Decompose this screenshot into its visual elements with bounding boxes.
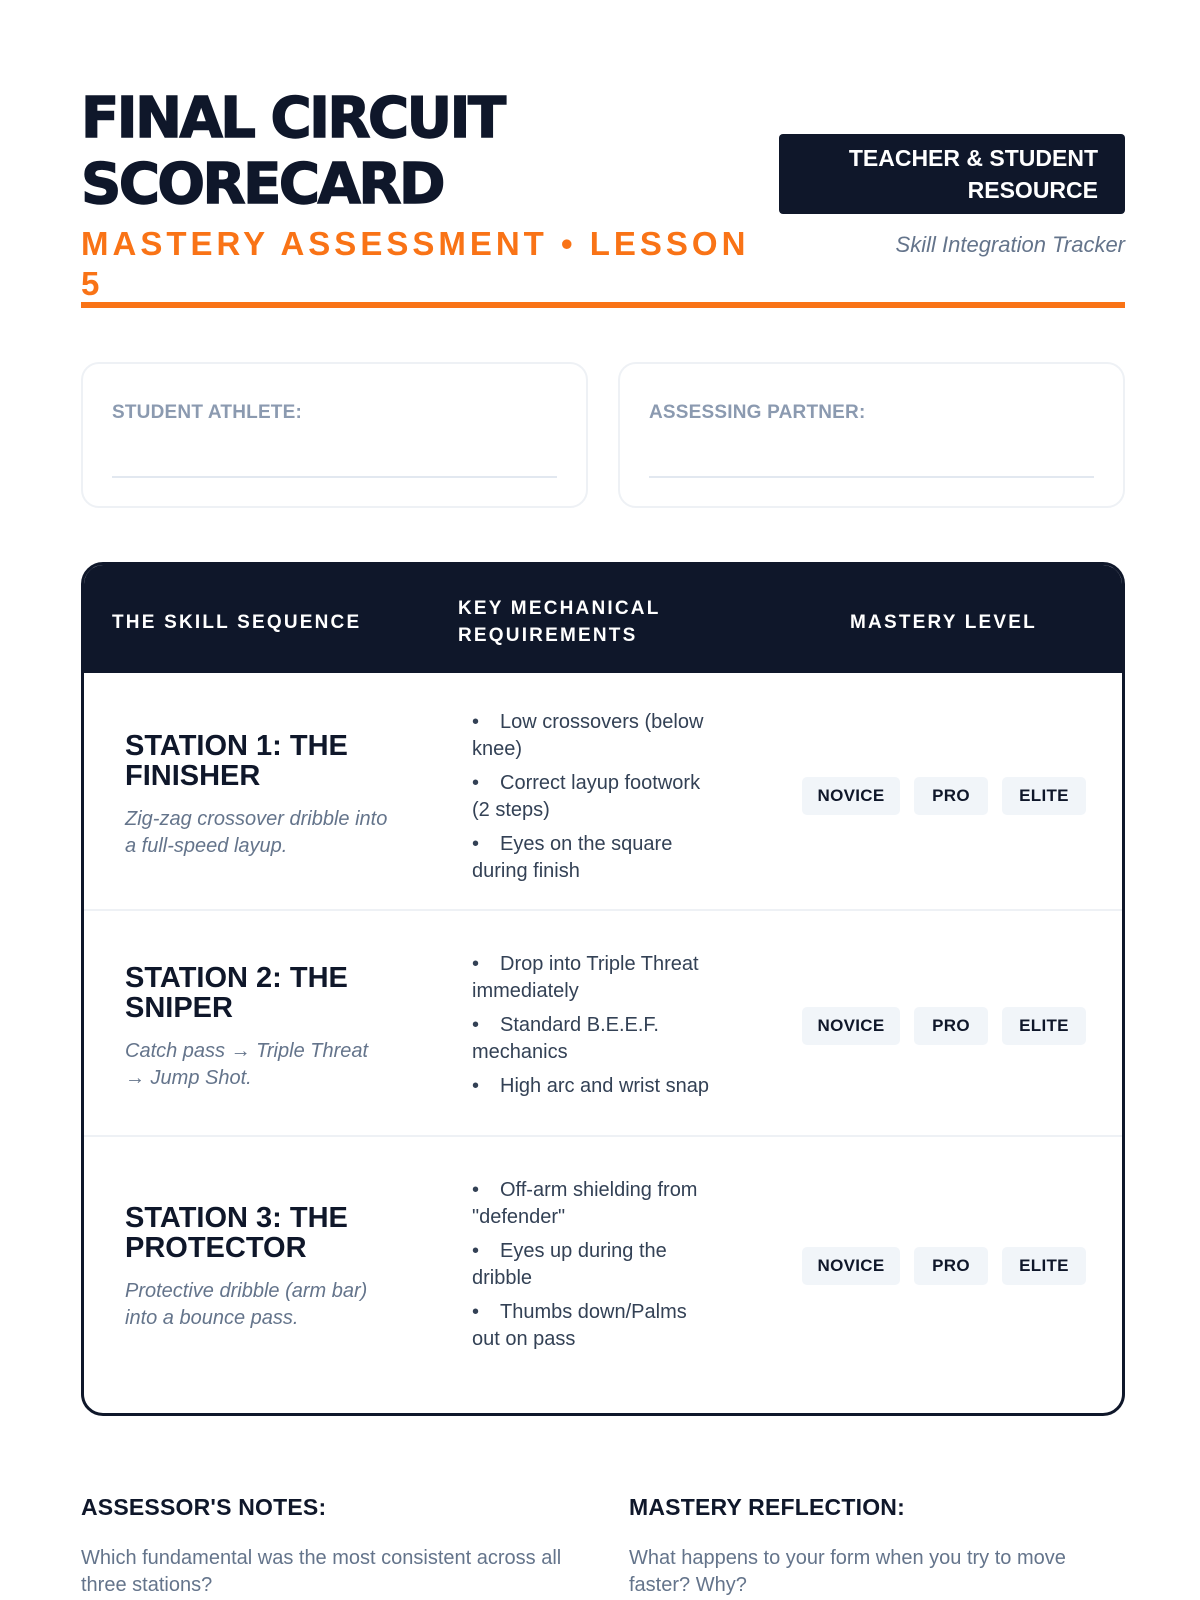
station-title-line-1: STATION 1: THE [125,730,348,762]
page-subtitle: MASTERY ASSESSMENT • LESSON 5 [81,225,750,302]
table-header [84,565,1122,673]
mastery-reflection-question [629,1545,1129,1599]
pro-option[interactable]: PRO [914,1007,988,1045]
elite-option[interactable]: ELITE [1002,1247,1086,1285]
table-row-station-1 [84,673,1122,911]
header-mastery-level: MASTERY LEVEL [850,612,1037,633]
assessor-notes-section [81,1494,581,1599]
student-athlete-write-line[interactable] [112,476,557,478]
assessing-partner-label: ASSESSING PARTNER: [649,402,866,423]
title-line-1: FINAL CIRCUIT [81,86,504,151]
mastery-level-options [802,1247,1086,1285]
page-title [81,86,781,218]
requirement-item: • Low crossovers (below knee) [472,709,722,763]
requirements-list [472,1177,722,1360]
badge-line-1: TEACHER & STUDENT [848,145,1098,171]
assessing-partner-box [618,362,1125,508]
station-title-line-1: STATION 3: THE [125,1202,348,1234]
station-description-line-1: Zig-zag crossover dribble into [125,808,388,830]
requirements-list [472,709,722,892]
mastery-level-options [802,777,1086,815]
title-block [81,86,781,304]
station-description-line-1: Catch pass → Triple Threat [125,1040,369,1062]
student-athlete-box [81,362,588,508]
station-description [125,1278,415,1332]
student-athlete-label: STUDENT ATHLETE: [112,402,303,423]
resource-badge [779,134,1125,214]
reflection-question-line-2: faster? Why? [629,1574,747,1596]
requirement-item: • Off-arm shielding from "defender" [472,1177,722,1231]
station-title-line-1: STATION 2: THE [125,962,348,994]
pro-option[interactable]: PRO [914,1247,988,1285]
elite-option[interactable]: ELITE [1002,1007,1086,1045]
reflection-question-line-1: What happens to your form when you try to move [629,1547,1066,1569]
pro-option[interactable]: PRO [914,777,988,815]
header-requirements-line-1: KEY MECHANICAL [458,598,661,619]
mastery-reflection-section [629,1494,1129,1599]
mastery-reflection-heading: MASTERY REFLECTION: [629,1494,905,1520]
assessor-question-line-2: three stations? [81,1574,213,1596]
requirement-item: • Eyes up during the dribble [472,1238,722,1292]
scorecard-page [81,0,1125,1600]
badge-line-2: RESOURCE [967,177,1098,203]
assessing-partner-write-line[interactable] [649,476,1094,478]
station-description [125,806,415,860]
station-description [125,1038,415,1092]
header-requirements-line-2: REQUIREMENTS [458,625,638,646]
station-description-line-2: into a bounce pass. [125,1307,299,1329]
skill-table [81,562,1125,1416]
requirement-item: • Eyes on the square during finish [472,831,722,885]
header-divider [81,302,1125,308]
header [81,86,1125,306]
tracker-label: Skill Integration Tracker [895,232,1125,257]
requirement-item: • Drop into Triple Threat immediately [472,951,722,1005]
station-title [125,963,425,1023]
table-row-station-2 [84,911,1122,1137]
novice-option[interactable]: NOVICE [802,1247,900,1285]
assessor-notes-heading: ASSESSOR'S NOTES: [81,1494,327,1520]
station-title [125,731,425,791]
station-description-line-2: a full-speed layup. [125,835,288,857]
header-skill-sequence: THE SKILL SEQUENCE [112,612,362,633]
requirement-item: • High arc and wrist snap [472,1073,722,1100]
novice-option[interactable]: NOVICE [802,777,900,815]
station-description-line-1: Protective dribble (arm bar) [125,1280,368,1302]
requirements-list [472,951,722,1107]
table-row-station-3 [84,1137,1122,1416]
elite-option[interactable]: ELITE [1002,777,1086,815]
mastery-level-options [802,1007,1086,1045]
novice-option[interactable]: NOVICE [802,1007,900,1045]
header-requirements [458,595,698,649]
assessor-notes-question [81,1545,581,1599]
assessor-question-line-1: Which fundamental was the most consistent across all [81,1547,562,1569]
requirement-item: • Thumbs down/Palms out on pass [472,1299,722,1353]
station-title-line-2: PROTECTOR [125,1232,307,1264]
title-line-2: SCORECARD [81,152,443,217]
station-title [125,1203,425,1263]
station-title-line-2: SNIPER [125,992,233,1024]
requirement-item: • Standard B.E.E.F. mechanics [472,1012,722,1066]
station-description-line-2: → Jump Shot. [125,1067,252,1089]
station-title-line-2: FINISHER [125,760,261,792]
requirement-item: • Correct layup footwork (2 steps) [472,770,722,824]
